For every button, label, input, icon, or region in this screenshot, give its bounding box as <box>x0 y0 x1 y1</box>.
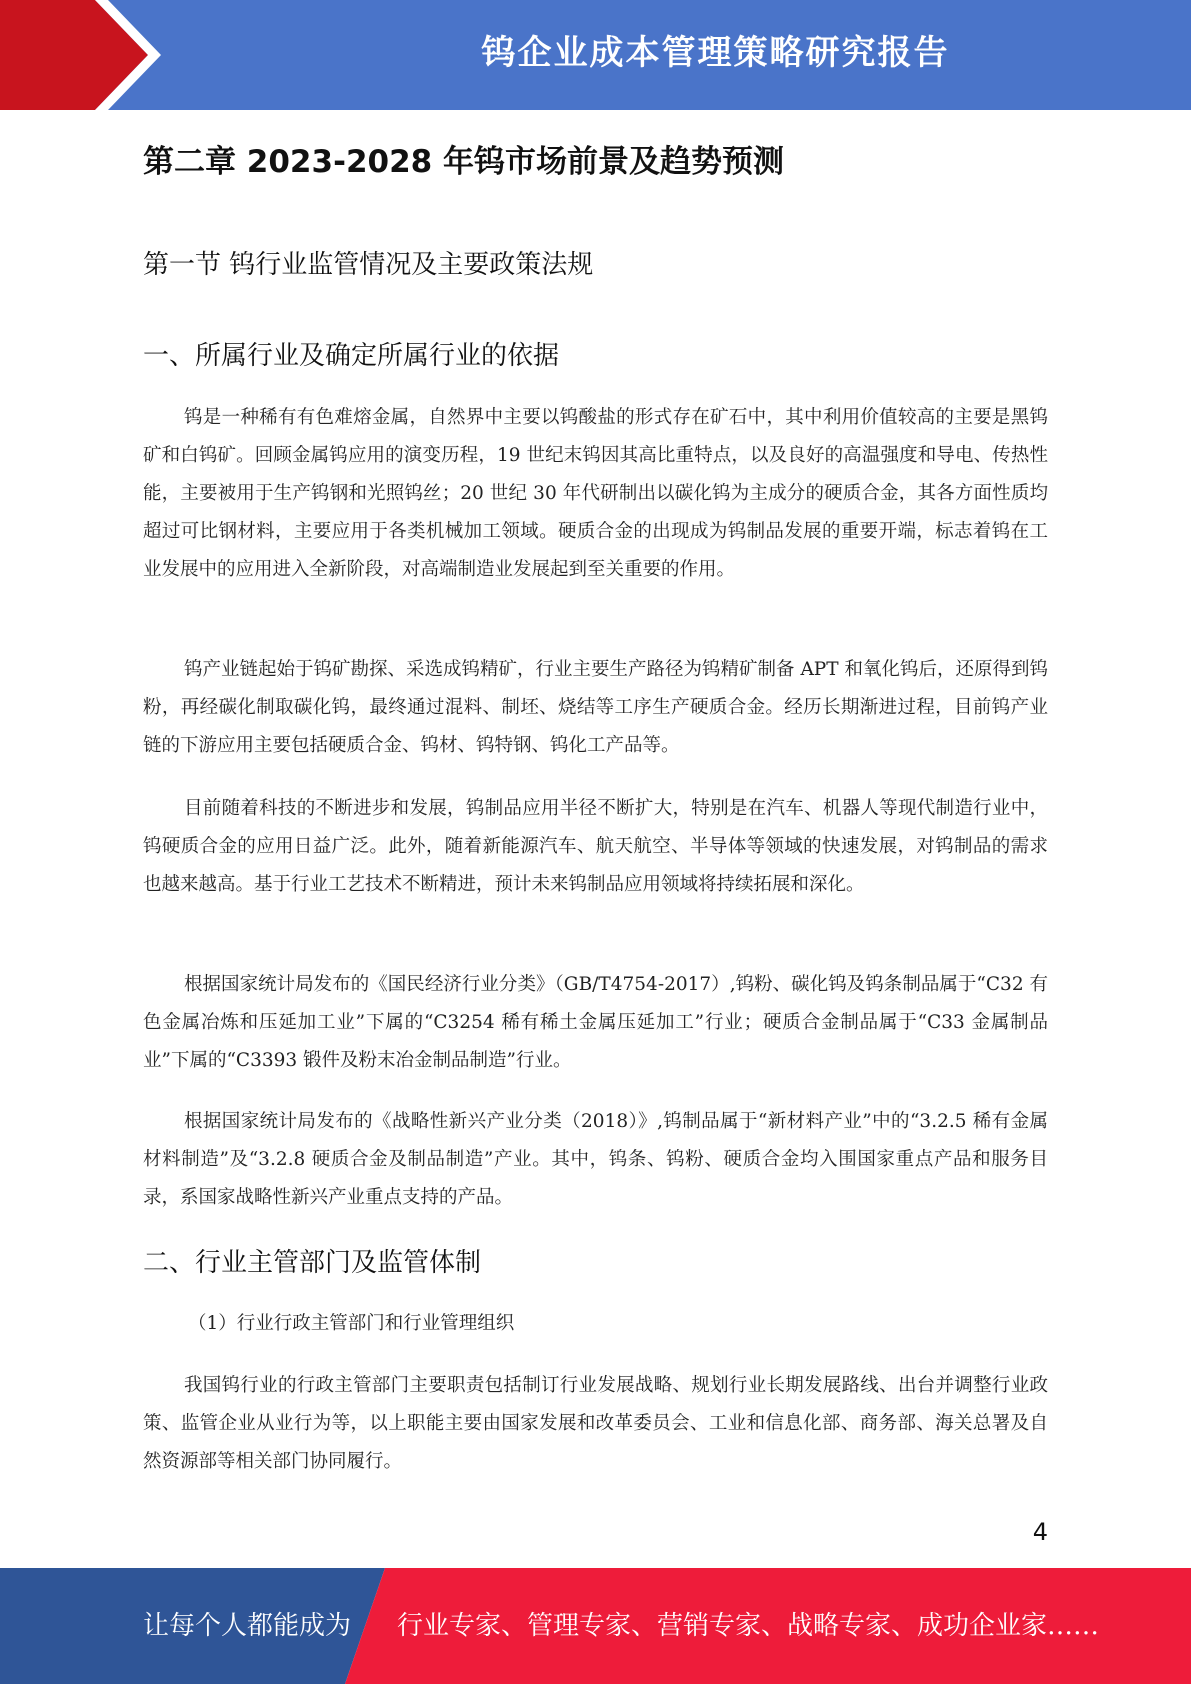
page-number: 4 <box>1032 1518 1048 1546</box>
chapter-title: 第二章 2023-2028 年钨市场前景及趋势预测 <box>143 144 785 180</box>
paragraph: 钨是一种稀有有色难熔金属，自然界中主要以钨酸盐的形式存在矿石中，其中利用价值较高的主要是黑钨矿和白钨矿。回顾金属钨应用的演变历程，19 世纪末钨因其高比重特点，以及良好的高温强度和导电、传热性能，主要被用于生产钨钢和光照钨丝；20 世纪 30 年代研制出以碳化钨为主成分的硬质合金，其各方面性质均超过可比钢材料，主要应用于各类机械加工领域。硬质合金的出现成为钨制品发展的重要开端，标志着钨在工业发展中的应用进入全新阶段，对高端制造业发展起到至关重要的作用。 <box>143 407 1048 580</box>
heading-regulatory-system: 二、行业主管部门及监管体制 <box>143 1248 482 1278</box>
footer-slogan-left: 让每个人都能成为 <box>143 1611 352 1641</box>
report-title: 钨企业成本管理策略研究报告 <box>481 33 950 73</box>
paragraph: 我国钨行业的行政主管部门主要职责包括制订行业发展战略、规划行业长期发展路线、出台并调整行业政策、监管企业从业行为等，以上职能主要由国家发展和改革委员会、工业和信息化部、商务部、海关总署及自然资源部等相关部门协同履行。 <box>143 1375 1048 1472</box>
page-header-banner <box>0 0 1191 110</box>
page-footer-banner <box>0 1568 1191 1684</box>
paragraph: 根据国家统计局发布的《战略性新兴产业分类（2018）》,钨制品属于“新材料产业”中的“3.2.5 稀有金属材料制造”及“3.2.8 硬质合金及制品制造”产业。其中，钨条、钨粉、硬质合金均入围国家重点产品和服务目录，系国家战略性新兴产业重点支持的产品。 <box>143 1111 1048 1208</box>
footer-slogan-right: 行业专家、管理专家、营销专家、战略专家、成功企业家…… <box>397 1611 1100 1641</box>
paragraph: 根据国家统计局发布的《国民经济行业分类》（GB/T4754-2017）,钨粉、碳化钨及钨条制品属于“C32 有色金属冶炼和压延加工业”下属的“C3254 稀有稀土金属压延加工”行业；硬质合金制品属于“C33 金属制品业”下属的“C3393 锻件及粉末冶金制品制造”行业。 <box>143 974 1048 1071</box>
paragraph: 目前随着科技的不断进步和发展，钨制品应用半径不断扩大，特别是在汽车、机器人等现代制造行业中，钨硬质合金的应用日益广泛。此外，随着新能源汽车、航天航空、半导体等领域的快速发展，对钨制品的需求也越来越高。基于行业工艺技术不断精进，预计未来钨制品应用领域将持续拓展和深化。 <box>143 798 1048 895</box>
section-title: 第一节 钨行业监管情况及主要政策法规 <box>143 250 594 280</box>
paragraph: 钨产业链起始于钨矿勘探、采选成钨精矿，行业主要生产路径为钨精矿制备 APT 和氧化钨后，还原得到钨粉，再经碳化制取碳化钨，最终通过混料、制坯、烧结等工序生产硬质合金。经历长期渐进过程，目前钨产业链的下游应用主要包括硬质合金、钨材、钨特钢、钨化工产品等。 <box>143 659 1048 756</box>
subheading: （1）行业行政主管部门和行业管理组织 <box>188 1313 515 1334</box>
heading-industry-classification: 一、所属行业及确定所属行业的依据 <box>143 341 560 371</box>
